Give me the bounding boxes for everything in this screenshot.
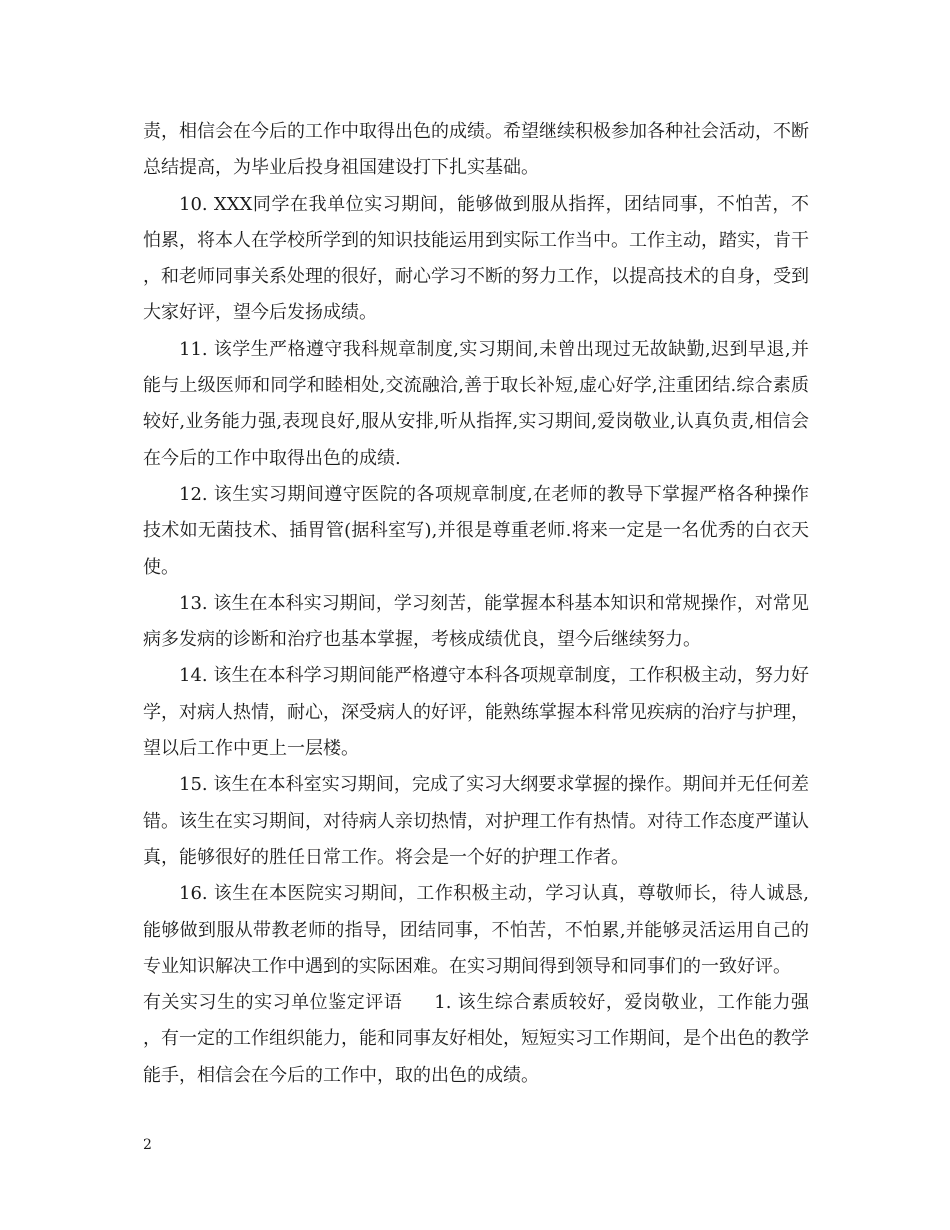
section-paragraph [143,985,809,1094]
paragraph-item-10: 10. XXX同学在我单位实习期间，能够做到服从指挥，团结同事，不怕苦，不怕累，将本人在学校所学到的知识技能运用到实际工作当中。工作主动，踏实，肯干，和老师同事关系处理的很好，耐心学习不断的努力工作，以提高技术的自身，受到大家好评，望今后发扬成绩。 [143,193,809,324]
paragraph-continuation: 责，相信会在今后的工作中取得出色的成绩。希望继续积极参加各种社会活动，不断总结提高，为毕业后投身祖国建设打下扎实基础。 [143,121,809,179]
section-heading: 有关实习生的实习单位鉴定评语 [143,992,403,1014]
page-number: 2 [143,1137,152,1153]
paragraph-item-11: 11. 该学生严格遵守我科规章制度,实习期间,未曾出现过无故缺勤,迟到早退,并能与上级医师和同学和睦相处,交流融洽,善于取长补短,虚心好学,注重团结.综合素质较好,业务能力强,表现良好,服从安排,听从指挥,实习期间,爱岗敬业,认真负责,相信会在今后的工作中取得出色的成绩. [143,338,809,469]
paragraph-item-12: 12. 该生实习期间遵守医院的各项规章制度,在老师的教导下掌握严格各种操作技术如无菌技术、插胃管(据科室写),并很是尊重老师.将来一定是一名优秀的白衣天使。 [143,483,809,578]
paragraph-item-15: 15. 该生在本科室实习期间，完成了实习大纲要求掌握的操作。期间并无任何差错。该生在实习期间，对待病人亲切热情，对护理工作有热情。对待工作态度严谨认真，能够很好的胜任日常工作。将会是一个好的护理工作者。 [143,774,809,868]
section-first-item: 1. 该生综合素质较好，爱岗敬业，工作能力强，有一定的工作组织能力，能和同事友好相处，短短实习工作期间，是个出色的教学能手，相信会在今后的工作中，取的出色的成绩。 [143,992,810,1086]
paragraph-item-14: 14. 该生在本科学习期间能严格遵守本科各项规章制度，工作积极主动，努力好学，对病人热情，耐心，深受病人的好评，能熟练掌握本科常见疾病的治疗与护理，望以后工作中更上一层楼。 [143,665,809,760]
paragraph-item-13: 13. 该生在本科实习期间，学习刻苦，能掌握本科基本知识和常规操作，对常见病多发病的诊断和治疗也基本掌握，考核成绩优良，望今后继续努力。 [143,592,809,651]
paragraph-item-16: 16. 该生在本医院实习期间，工作积极主动，学习认真，尊敬师长，待人诚恳,能够做到服从带教老师的指导，团结同事，不怕苦，不怕累,并能够灵活运用自己的专业知识解决工作中遇到的实际困难。在实习期间得到领导和同事们的一致好评。 [143,883,809,977]
document-body [143,114,809,1094]
